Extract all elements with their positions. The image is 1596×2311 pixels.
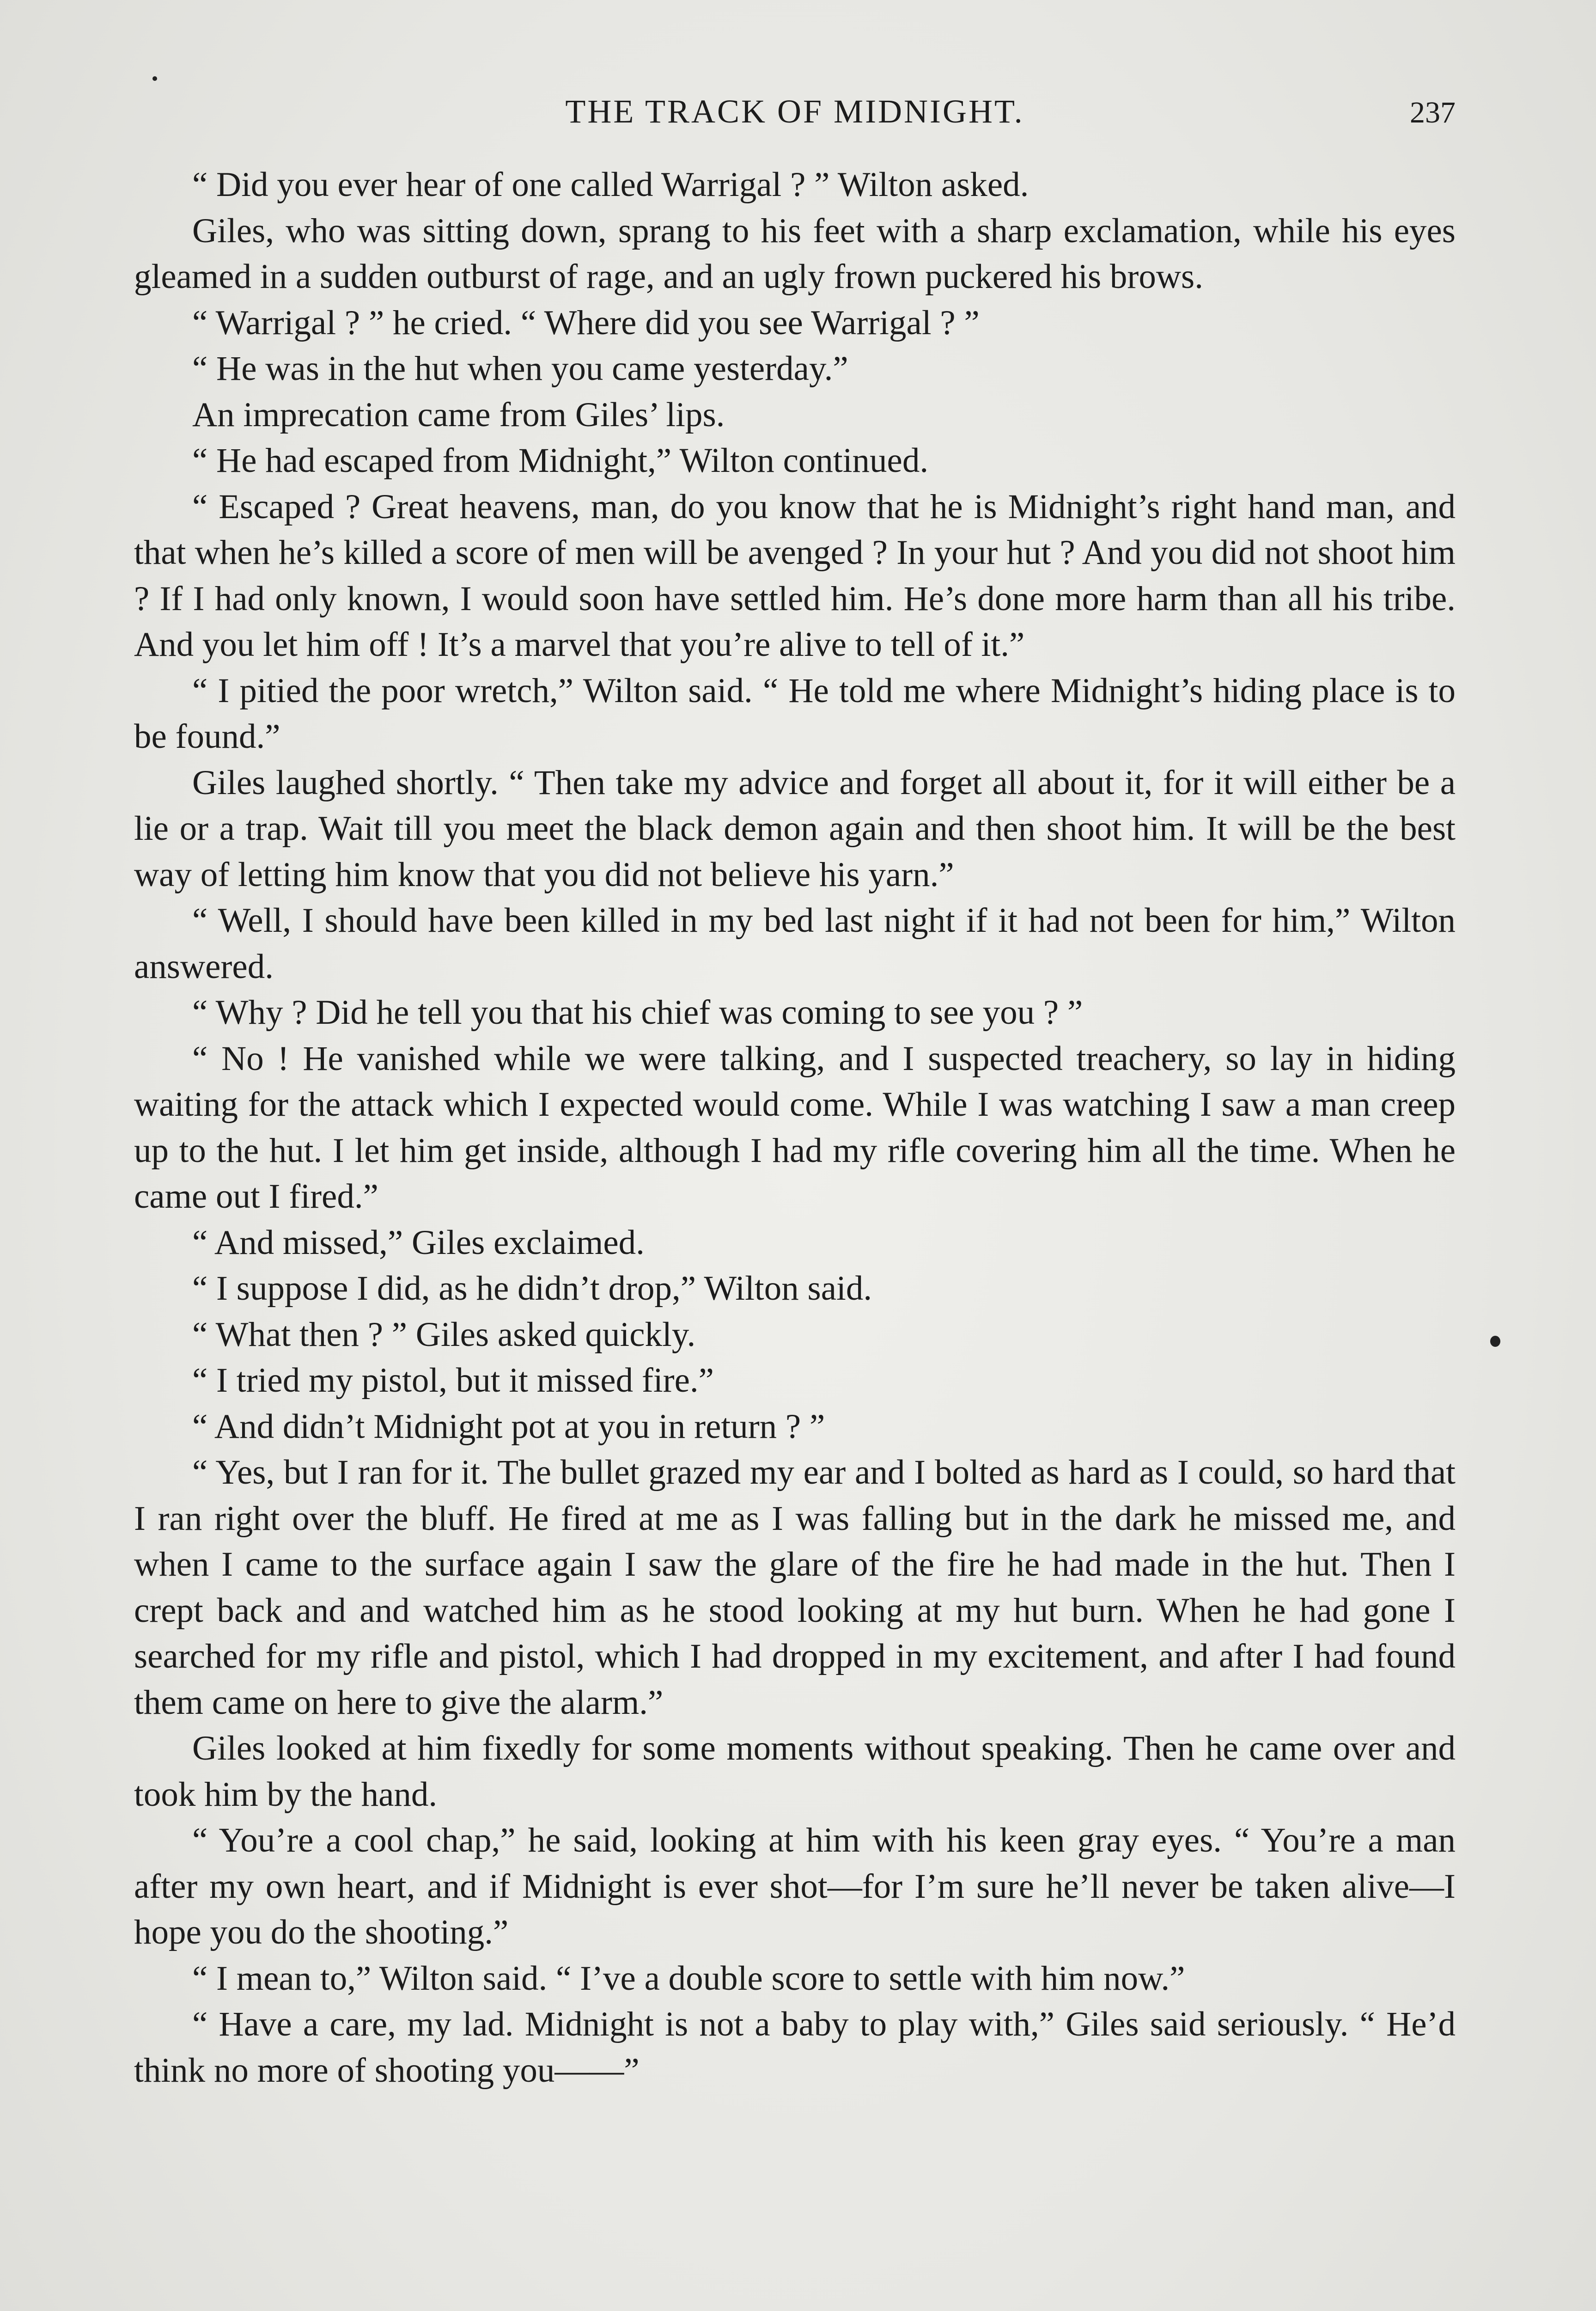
paragraph: “ No ! He vanished while we were talking, and I suspected treachery, so lay in hiding waiting for the attack which I expected would come. While I was watching I saw a man creep up to the hut. I let him get inside, although I had my rifle covering him all the time. When he came out I fired.” [134, 1039, 1456, 1216]
running-title: THE TRACK OF MIDNIGHT. [565, 93, 1024, 130]
paragraph: Giles laughed shortly. “ Then take my advice and forget all about it, for it will either be a lie or a trap. Wait till you meet the black demon again and then shoot him. It will be the best way of letting him know that you did not believe his yarn.” [134, 763, 1456, 894]
paragraph: “ And missed,” Giles exclaimed. [192, 1223, 645, 1262]
paragraph: “ Yes, but I ran for it. The bullet grazed my ear and I bolted as hard as I could, so hard that I ran right over the bluff. He fired at me as I was falling but in the dark he missed me, and when I came to the surface again I saw the glare of the fire he had made in the hut. Then I crept back and and watched him as he stood looking at my hut burn. When he had gone I searched for my rifle and pistol, which I had dropped in my excitement, and after I had found them came on here to give the alarm.” [134, 1453, 1456, 1722]
paragraph: “ He had escaped from Midnight,” Wilton continued. [192, 441, 929, 480]
paragraph: “ Escaped ? Great heavens, man, do you know that he is Midnight’s right hand man, and that when he’s killed a score of men will be avenged ? In your hut ? And you did not shoot him ? If I had only known, I would soon have settled him. He’s done more harm than all his tribe. And you let him off ! It’s a marvel that you’re alive to tell of it.” [134, 487, 1456, 664]
body-text [134, 162, 1456, 2093]
print-speck [152, 76, 157, 81]
paragraph: “ Well, I should have been killed in my bed last night if it had not been for him,” Wilton answered. [134, 901, 1456, 986]
print-speck [1490, 1336, 1500, 1347]
paragraph: “ Have a care, my lad. Midnight is not a baby to play with,” Giles said seriously. “ He’d think no more of shooting you——” [134, 2005, 1456, 2090]
paragraph: “ You’re a cool chap,” he said, looking at him with his keen gray eyes. “ You’re a man after my own heart, and if Midnight is ever shot—for I’m sure he’ll never be taken alive—I hope you do the shooting.” [134, 1821, 1456, 1951]
paragraph: Giles looked at him fixedly for some moments without speaking. Then he came over and took him by the hand. [134, 1729, 1456, 1814]
page-header [134, 92, 1456, 143]
paragraph: “ I tried my pistol, but it missed fire.” [192, 1361, 714, 1400]
page-number: 237 [1410, 96, 1456, 129]
paragraph: “ I suppose I did, as he didn’t drop,” Wilton said. [192, 1269, 872, 1308]
paragraph: “ Warrigal ? ” he cried. “ Where did you see Warrigal ? ” [192, 303, 980, 342]
paragraph: Giles, who was sitting down, sprang to his feet with a sharp exclamation, while his eyes gleamed in a sudden outburst of rage, and an ugly frown puckered his brows. [134, 211, 1456, 296]
paragraph: “ I mean to,” Wilton said. “ I’ve a double score to settle with him now.” [192, 1959, 1185, 1998]
paragraph: “ What then ? ” Giles asked quickly. [192, 1315, 696, 1354]
paragraph: “ I pitied the poor wretch,” Wilton said. “ He told me where Midnight’s hiding place is to be found.” [134, 671, 1456, 756]
paragraph: An imprecation came from Giles’ lips. [192, 395, 725, 434]
paragraph: “ Why ? Did he tell you that his chief was coming to see you ? ” [192, 993, 1083, 1032]
paragraph: “ Did you ever hear of one called Warrigal ? ” Wilton asked. [192, 165, 1029, 204]
paragraph: “ And didn’t Midnight pot at you in return ? ” [192, 1407, 825, 1446]
paragraph: “ He was in the hut when you came yesterday.” [192, 349, 848, 388]
